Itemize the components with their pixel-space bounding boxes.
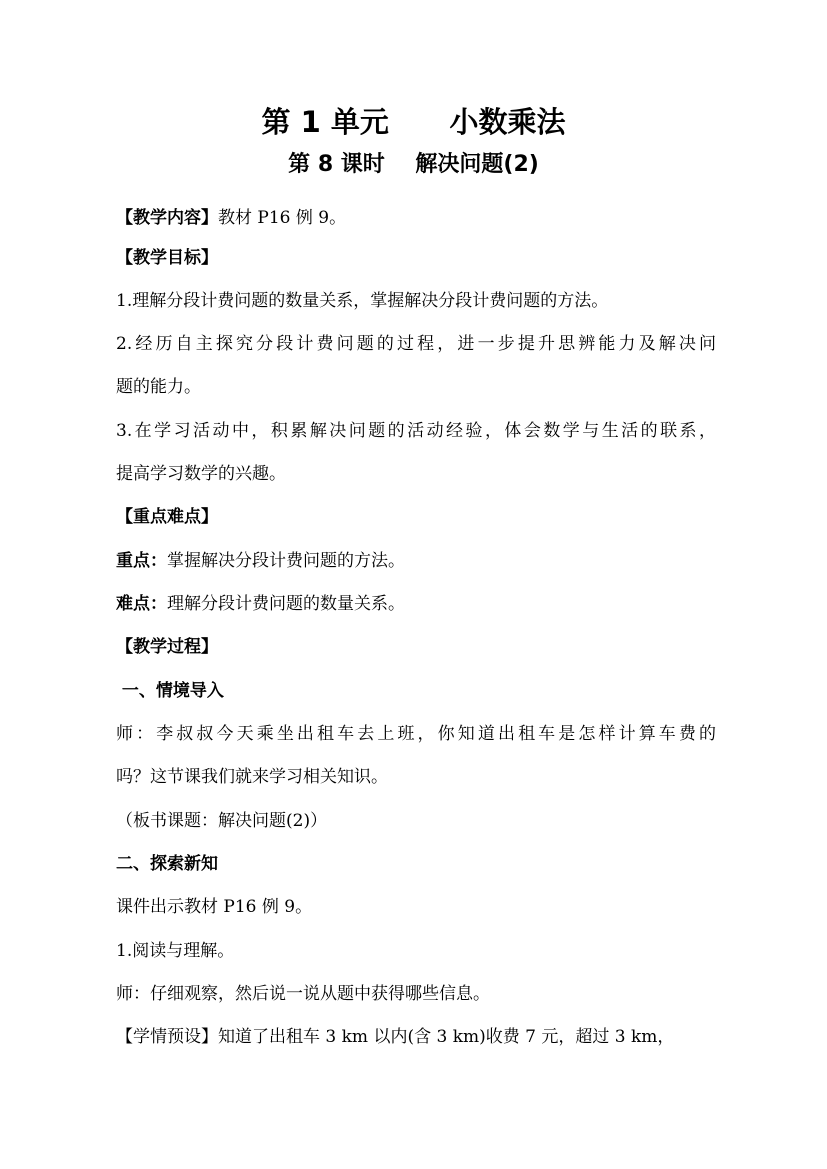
key-point-text: 掌握解决分段计费问题的方法。 <box>167 551 405 571</box>
courseware-line: 课件出示教材 P16 例 9。 <box>116 897 313 917</box>
preset-line <box>116 1023 716 1051</box>
preset-label: 【学情预设】 <box>116 1027 218 1047</box>
teaching-content-text: 教材 P16 例 9。 <box>218 208 347 228</box>
goal-3-line-1: 3.在学习活动中，积累解决问题的活动经验，体会数学与生活的联系， <box>116 421 716 441</box>
key-point-line <box>116 547 716 575</box>
goal-2-line-2: 题的能力。 <box>116 377 201 397</box>
unit-title: 第 1 单元 小数乘法 <box>261 105 566 139</box>
difficulty-label: 难点： <box>116 594 167 614</box>
teacher-intro-line-2: 吗？这节课我们就来学习相关知识。 <box>116 767 388 787</box>
board-note: （板书课题：解决问题(2)） <box>116 811 328 831</box>
teaching-content-line <box>116 204 716 232</box>
read-understand-line: 1.阅读与理解。 <box>116 941 235 961</box>
preset-text: 知道了出租车 3 km 以内(含 3 km)收费 7 元，超过 3 km， <box>218 1027 675 1047</box>
teacher-intro-line-1: 师：李叔叔今天乘坐出租车去上班，你知道出租车是怎样计算车费的 <box>116 724 716 744</box>
section-2-heading: 二、探索新知 <box>116 854 218 874</box>
process-heading: 【教学过程】 <box>116 637 218 657</box>
goals-heading: 【教学目标】 <box>116 248 218 268</box>
goal-1: 1.理解分段计费问题的数量关系，掌握解决分段计费问题的方法。 <box>116 291 609 311</box>
lesson-title: 第 8 课时 解决问题(2) <box>288 152 539 177</box>
goal-3-line-2: 提高学习数学的兴趣。 <box>116 464 286 484</box>
difficulty-text: 理解分段计费问题的数量关系。 <box>167 594 405 614</box>
section-1-heading: 一、情境导入 <box>116 681 224 701</box>
teaching-content-label: 【教学内容】 <box>116 208 218 228</box>
teacher-observe-line: 师：仔细观察，然后说一说从题中获得哪些信息。 <box>116 984 490 1004</box>
difficulty-line <box>116 590 716 618</box>
key-difficulty-heading: 【重点难点】 <box>116 507 218 527</box>
goal-2-line-1: 2.经历自主探究分段计费问题的过程，进一步提升思辨能力及解决问 <box>116 334 716 354</box>
key-point-label: 重点： <box>116 551 167 571</box>
